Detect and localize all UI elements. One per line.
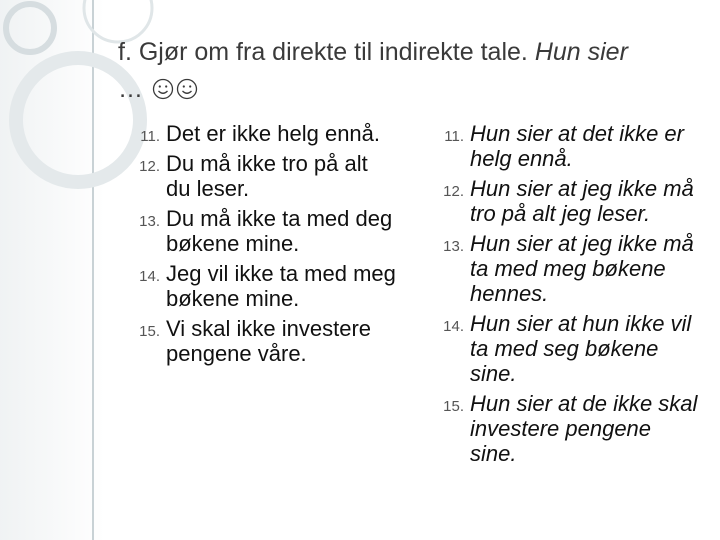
list-item <box>128 121 398 146</box>
item-text: Hun sier at det ikke er helg ennå. <box>470 121 684 171</box>
item-text: Du må ikke tro på alt du leser. <box>166 151 368 201</box>
item-number: 14. <box>443 318 464 335</box>
direct-speech-list <box>128 121 398 371</box>
item-text: Jeg vil ikke ta med meg bøkene mine. <box>166 261 396 311</box>
list-item <box>128 206 398 256</box>
smiley-icon <box>176 78 198 100</box>
list-item <box>432 176 702 226</box>
item-number: 12. <box>139 158 160 175</box>
item-text: Hun sier at de ikke skal investere pengene sine. <box>470 391 698 466</box>
item-text: Vi skal ikke investere pengene våre. <box>166 316 372 366</box>
item-number: 13. <box>139 213 160 230</box>
slide-title <box>118 34 708 108</box>
smiley-icon <box>152 78 174 100</box>
item-text: Det er ikke helg ennå. <box>166 121 381 146</box>
item-text: Du må ikke ta med deg bøkene mine. <box>166 206 393 256</box>
list-item <box>432 231 702 306</box>
item-number: 13. <box>443 238 464 255</box>
list-item <box>128 151 398 201</box>
title-ellipsis: … <box>118 75 143 103</box>
title-main: f. Gjør om fra direkte til indirekte tale. <box>118 38 528 66</box>
item-number: 11. <box>140 128 160 145</box>
item-number: 12. <box>443 183 464 200</box>
list-item <box>432 121 702 171</box>
list-item <box>128 316 398 366</box>
item-text: Hun sier at jeg ikke må ta med meg bøkene hennes. <box>470 231 694 306</box>
list-item <box>432 391 702 466</box>
item-number: 15. <box>443 398 464 415</box>
item-number: 11. <box>444 128 464 145</box>
title-italic: Hun sier <box>534 38 628 66</box>
item-text: Hun sier at jeg ikke må tro på alt jeg leser. <box>470 176 694 226</box>
indirect-speech-list <box>432 121 702 471</box>
item-text: Hun sier at hun ikke vil ta med seg bøkene sine. <box>470 311 692 386</box>
item-number: 15. <box>139 323 160 340</box>
item-number: 14. <box>139 268 160 285</box>
list-item <box>128 261 398 311</box>
list-item <box>432 311 702 386</box>
